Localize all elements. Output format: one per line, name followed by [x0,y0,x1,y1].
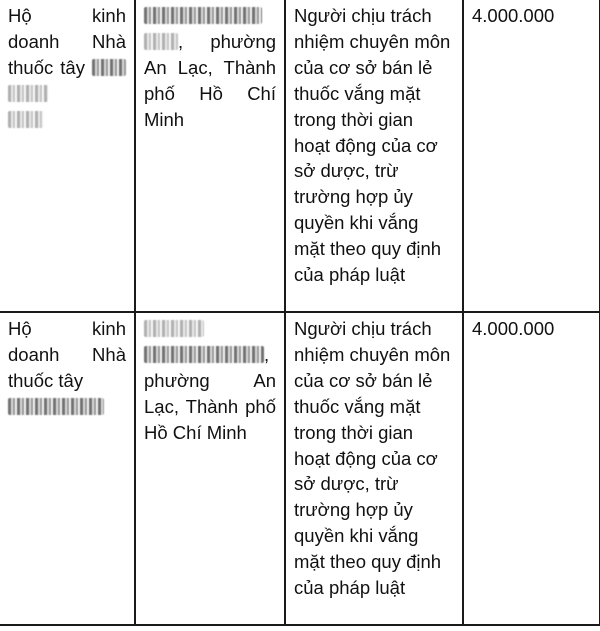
fine-cell: 4.000.000 [463,312,600,625]
violation-cell: Người chịu trách nhiệm chuyên môn của cơ sở bán lẻ thuốc vắng mặt trong thời gian hoạt động của cơ sở dược, trừ trường hợp ủy quyền khi vắng mặt theo quy định của pháp luật [285,0,463,312]
entity-cell [0,0,135,312]
redacted-block [8,85,48,102]
violation-cell: Người chịu trách nhiệm chuyên môn của cơ sở bán lẻ thuốc vắng mặt trong thời gian hoạt động của cơ sở dược, trừ trường hợp ủy quyền khi vắng mặt theo quy định của pháp luật [285,312,463,625]
redacted-block [8,398,104,415]
address-cell [135,0,285,312]
address-cell [135,312,285,625]
redacted-block [144,320,204,337]
fine-cell: 4.000.000 [463,0,600,312]
address-text: , phường An Lạc, Thành phố Hồ Chí Minh [144,30,276,130]
address-text: , phường An Lạc, Thành phố Hồ Chí Minh [144,343,276,443]
redacted-block [8,111,44,128]
table-row [0,312,600,625]
entity-name: Hộ kinh doanh Nhà thuốc tây [8,318,126,391]
entity-cell [0,312,135,625]
entity-name: Hộ kinh doanh Nhà thuốc tây [8,5,126,78]
redacted-block [92,59,126,76]
table-row [0,0,600,312]
redacted-block [144,346,264,363]
redacted-block [144,33,178,50]
redacted-block [144,7,262,24]
